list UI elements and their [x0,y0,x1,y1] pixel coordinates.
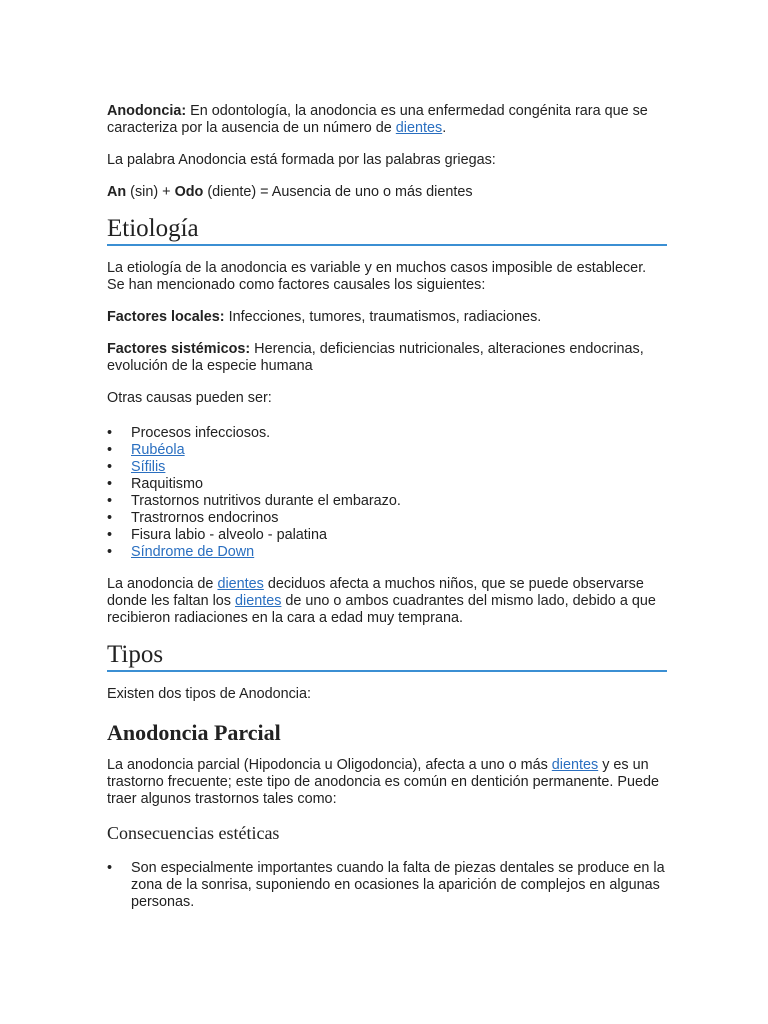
heading-tipos: Tipos [107,641,667,672]
list-item [107,442,667,459]
causas-list [107,425,667,561]
list-item [107,544,667,561]
article-content [107,103,667,911]
deciduos-text: de uno o ambos cuadrantes del mismo lado, debido a que recibieron radiaciones en la cara a edad muy temprana. [107,593,656,626]
parcial-text: La anodoncia parcial (Hipodoncia u Oligodoncia), afecta a uno o más [107,757,552,773]
factores-sistemicos [107,341,667,375]
parcial-text: y es un trastorno frecuente; este tipo de anodoncia es común en dentición permanente. Puede traer algunos trastornos tales como: [107,757,660,807]
link-rubeola[interactable]: Rubéola [131,442,185,458]
bullet-icon: • [107,459,113,475]
link-sindrome-de-down[interactable]: Síndrome de Down [131,544,255,560]
bullet-icon: • [107,493,113,509]
heading-anodoncia-parcial: Anodoncia Parcial [107,720,281,745]
list-item [107,527,667,544]
definition-end: . [442,120,447,136]
otras-causas: Otras causas pueden ser: [107,390,272,406]
bullet-icon: • [107,527,113,543]
esteticas-list [107,860,667,911]
factores-locales-text: Infecciones, tumores, traumatismos, radiaciones. [224,309,542,325]
list-item [107,476,667,493]
link-dientes[interactable]: dientes [235,593,282,609]
list-item [107,493,667,510]
deciduos-text: La anodoncia de [107,576,218,592]
list-item [107,510,667,527]
bullet-icon: • [107,510,113,526]
factores-sistemicos-label: Factores sistémicos: [107,341,251,357]
term-an: An [107,184,127,200]
anodoncia-parcial-text [107,757,667,808]
link-dientes[interactable]: dientes [217,576,264,592]
link-dientes[interactable]: dientes [395,120,443,136]
formula-sin: (sin) + [126,184,175,200]
factores-sistemicos-text: Herencia, deficiencias nutricionales, alteraciones endocrinas, evolución de la especie humana [107,341,644,374]
list-item-text: Procesos infecciosos. [131,425,271,441]
list-item [107,425,667,442]
tipos-intro: Existen dos tipos de Anodoncia: [107,686,312,702]
link-dientes[interactable]: dientes [551,757,599,773]
bullet-icon: • [107,860,113,876]
heading-consecuencias-esteticas: Consecuencias estéticas [107,823,280,843]
list-item [107,459,667,476]
list-item-text: Fisura labio - alveolo - palatina [131,527,327,543]
intro-definition [107,103,667,137]
bullet-icon: • [107,442,113,458]
bullet-icon: • [107,476,113,492]
deciduos-text: deciduos afecta a muchos niños, que se puede observarse donde les faltan los [107,576,644,609]
list-item [107,860,667,911]
definition-text: En odontología, la anodoncia es una enfermedad congénita rara que se caracteriza por la ausencia de un número de [107,103,648,136]
factores-locales-label: Factores locales: [107,309,225,325]
list-item-text: Son especialmente importantes cuando la falta de piezas dentales se produce en la zona de la sonrisa, suponiendo en ocasiones la aparición de complejos en algunas personas. [131,860,665,910]
etymology-intro: La palabra Anodoncia está formada por las palabras griegas: [107,152,496,168]
list-item-text: Trastrornos endocrinos [131,510,279,526]
etymology-formula [107,184,667,201]
term-odo: Odo [174,184,204,200]
factores-locales [107,309,667,326]
list-item-text: Trastornos nutritivos durante el embarazo. [131,493,401,509]
bullet-icon: • [107,425,113,441]
term-anodoncia: Anodoncia: [107,103,187,119]
bullet-icon: • [107,544,113,560]
list-item-text: Raquitismo [131,476,203,492]
link-sifilis[interactable]: Sífilis [131,459,166,475]
anodoncia-deciduos [107,576,667,627]
heading-etiologia: Etiología [107,215,667,246]
formula-rest: (diente) = Ausencia de uno o más dientes [203,184,473,200]
etiologia-intro: La etiología de la anodoncia es variable y en muchos casos imposible de establecer. Se han mencionado como factores causales los siguientes: [107,260,647,293]
